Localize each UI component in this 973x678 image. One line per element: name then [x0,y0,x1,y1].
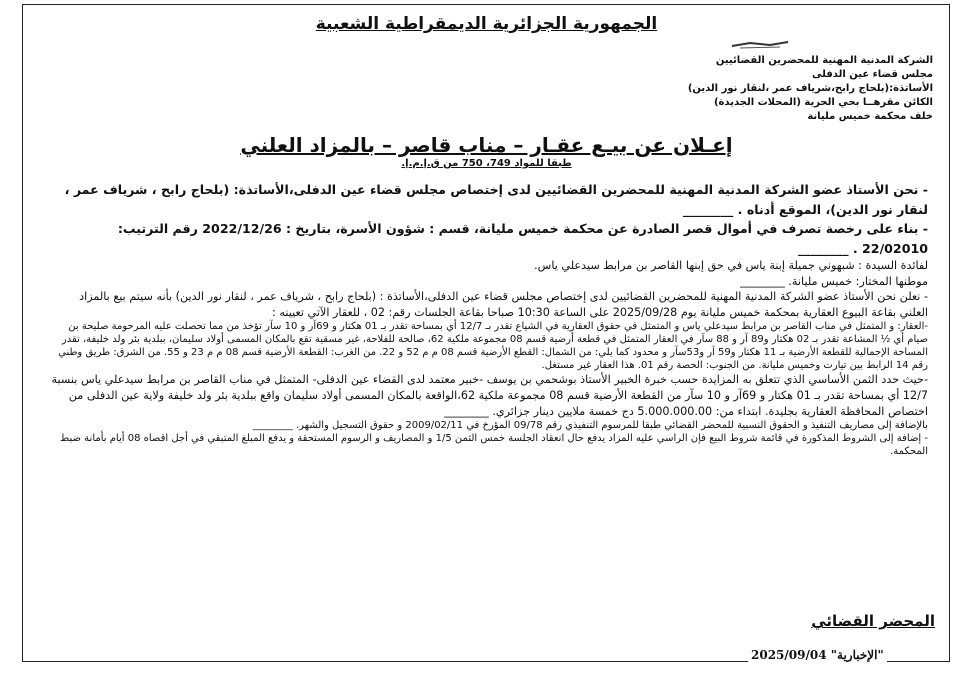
publication-footer [748,648,887,662]
paragraph-beneficiary: لفائدة السيدة : شبهوني جميلة إبنة ياس في حق إبنها القاصر بن مرابط سيدعلي ياس. [534,259,928,272]
republic-heading: الجمهورية الجزائرية الديمقراطية الشعبية [315,14,658,34]
announcement-body [48,180,928,458]
paragraph-property: -العقار: و المتمثل في مناب القاصر بن مرابط سيدعلي ياس و المتمثل في حقوق العقارية في الشياع تقدر بـ 12/7 أي بمساحة تقدر بـ 01 هكتار و 69آر و 10 سآر تؤخذ من مما تحصلت عليه المرحومة صليحة بن صيام أي ½ المشاعة تقدر بـ 02 هكتار و89 آر و 88 سآر في العقار المتمثل في قطعة أرضية قسم 08 مجموعة ملكية 62، صالحة للفلاحة، غير مسقية تقع بالمكان المسمى أولاد سليمان، ببلدية بئر ولد خليفة، تقدر المساحة الإجمالية للقطعة الأرضية بـ 11 هكتار و59 آر و53سآر و محدود كما يلي: من الشمال: القطع الأرضية قسم 08 م م 52 و 22. من الغرب: القطعة الأرضية قسم 08 م م 23 و 55. من الشرق: طريق وطني رقم 14 الرابط بين تيارت وخميس مليانة. من الجنوب: الحصة رقم 01. هذا العقار غير مستغل. [58,321,928,372]
announcement-title [0,133,973,157]
paragraph-authorization: - بناء على رخصة تصرف في أموال قصر الصادرة عن محكمة خميس مليانة، قسم : شؤون الأسرة، بتاريخ : 2022/12/26 رقم الترتيب: 22/02010 . ________ [117,221,928,256]
paragraph-bailiff: - نحن الأستاذ عضو الشركة المدنية المهنية للمحضرين القضائيين لدى إختصاص مجلس قضاء عين الدفلى،الأساتذة: (بلحاج رابح ، شرياف عمر ، لنقار نور الدين)، الموقع أدناه . ________ [64,182,928,217]
org-line: الكائن مقرهــا بحي الحرية (المحلات الجديدة) [713,97,933,108]
stamp-mark [730,40,790,50]
organization-block [633,54,933,124]
footer-date: 2025/09/04 [751,648,827,662]
signature: المحضر القضائي [811,612,935,630]
paragraph-fees: بالإضافة إلى مصاريف التنفيذ و الحقوق النسبية للمحضر القضائي طبقا للمرسوم التنفيذي رقم 09/78 المؤرخ في 2009/02/11 و حقوق التسجيل والشهر. ________ [252,420,928,432]
paragraph-conditions: - إضافة إلى الشروط المذكورة في قائمة شروط البيع فإن الراسي عليه المزاد يدفع حال انعقاد الجلسة خمس الثمن 1/5 و المصاريف و الرسوم المستحقة و يدفع المبلغ المتبقي في أجل اقصاه 08 أيام بأمانة ضبط المحكمة. [60,433,928,458]
footer-publication: "الإخبارية" [830,648,884,662]
announcement-title-text: إعـلان عن بيـع عقـار – مناب قاصر – بالمزاد العلني [240,133,733,157]
org-line: الشركة المدنية المهنية للمحضرين القضائيين [715,55,933,66]
paragraph-sale-notice: - نعلن نحن الأستاذ عضو الشركة المدنية المهنية للمحضرين القضائيين لدى إختصاص مجلس قضاء عين الدفلى،الأساتذة : (بلحاج رابح ، شرياف عمر ، لنقار نور الدين) بأنه سيتم بيع بالمزاد العلني بقاعة البيوع العقارية بمحكمة خميس مليانة يوم 2025/09/28 على الساعة 10:30 صباحا بقاعة الجلسات رقم: 02 ، للعقار الآتي تعيينه : [79,290,928,319]
org-line: الأساتذة:(بلحاج رابح،شرياف عمر ،لنقار نور الدين) [687,83,933,94]
paragraph-domicile: موطنها المختار: خميس مليانة. ________ [740,274,928,288]
paragraph-base-price: -حيث حدد الثمن الأساسي الذي تتعلق به المزايدة حسب خبرة الخبير الأستاذ بوشحمي بن يوسف -خبير معتمد لدى القضاء عين الدفلى- المتمثل في مناب القاصر بن مرابط سيدعلي ياس بنسبة 12/7 أي بمساحة تقدر بـ 01 هكتار و 69آر و 10 سآر من القطعة الأرضية قسم 08 مجموعة ملكية 62،الواقعة بالمكان المسمى أولاد سليمان واقع ببلدية بئر ولد خليفة ولاية عين الدفلى من اختصاص المحافظة العقارية بجليدة. ابتداء من: 5.000.000.00 دج خمسة ملايين دينار جزائري. ________ [51,373,928,418]
org-line: مجلس قضاء عين الدفلى [812,69,933,80]
legal-basis: طبقا للمواد 749، 750 من ق.إ.م.إ. [401,158,572,169]
org-line: خلف محكمة خميس مليانة [807,111,933,122]
